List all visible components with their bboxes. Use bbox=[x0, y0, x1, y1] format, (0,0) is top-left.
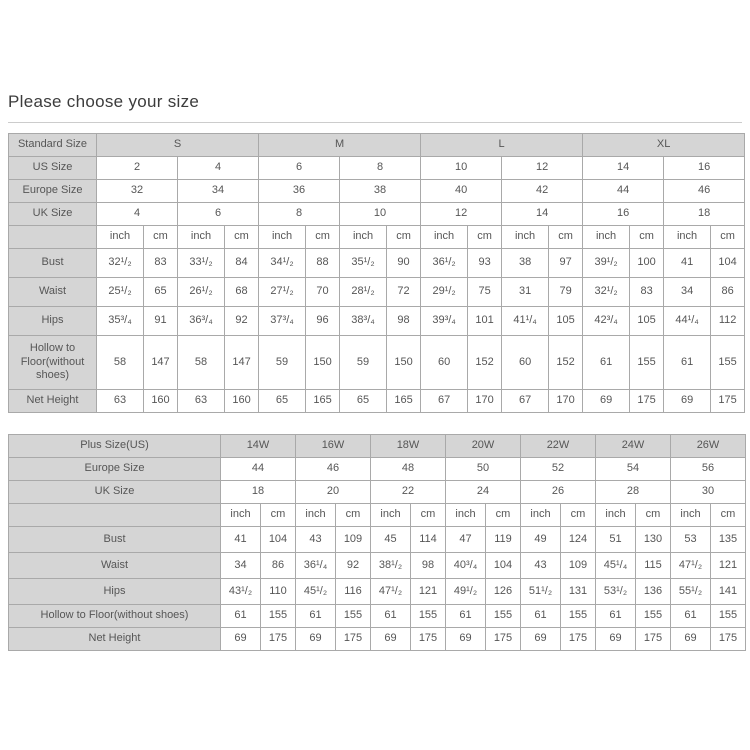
value-cell: 14 bbox=[583, 157, 664, 180]
value-cell: 175 bbox=[486, 628, 521, 651]
value-cell: 33¹/₂ bbox=[178, 249, 225, 278]
value-cell: 30 bbox=[671, 481, 746, 504]
row-label-cell: Net Height bbox=[9, 628, 221, 651]
value-cell: 63 bbox=[97, 390, 144, 413]
row-label-cell: Hollow to Floor(without shoes) bbox=[9, 605, 221, 628]
value-cell: 16 bbox=[583, 203, 664, 226]
value-cell: 12 bbox=[502, 157, 583, 180]
row-label-cell: Hips bbox=[9, 579, 221, 605]
value-cell: 69 bbox=[371, 628, 411, 651]
value-cell: 130 bbox=[636, 527, 671, 553]
value-cell: 44 bbox=[583, 180, 664, 203]
value-cell: 8 bbox=[340, 157, 421, 180]
unit-cell: cm bbox=[549, 226, 583, 249]
value-cell: 92 bbox=[336, 553, 371, 579]
value-cell: 170 bbox=[468, 390, 502, 413]
value-cell: 53¹/₂ bbox=[596, 579, 636, 605]
value-cell: 147 bbox=[225, 336, 259, 390]
value-cell: 44 bbox=[221, 458, 296, 481]
size-group-cell: 24W bbox=[596, 435, 671, 458]
value-cell: 152 bbox=[468, 336, 502, 390]
table-row bbox=[9, 180, 745, 203]
value-cell: 16 bbox=[664, 157, 745, 180]
table-row bbox=[9, 134, 745, 157]
value-cell: 69 bbox=[521, 628, 561, 651]
table-row bbox=[9, 226, 745, 249]
value-cell: 27¹/₂ bbox=[259, 278, 306, 307]
table-corner-cell: Plus Size(US) bbox=[9, 435, 221, 458]
size-tables bbox=[8, 133, 742, 651]
value-cell: 115 bbox=[636, 553, 671, 579]
table-corner-cell: Standard Size bbox=[9, 134, 97, 157]
table-row bbox=[9, 157, 745, 180]
value-cell: 160 bbox=[225, 390, 259, 413]
value-cell: 10 bbox=[340, 203, 421, 226]
value-cell: 29¹/₂ bbox=[421, 278, 468, 307]
value-cell: 25¹/₂ bbox=[97, 278, 144, 307]
unit-cell: cm bbox=[630, 226, 664, 249]
value-cell: 42³/₄ bbox=[583, 307, 630, 336]
value-cell: 50 bbox=[446, 458, 521, 481]
row-label-cell: Net Height bbox=[9, 390, 97, 413]
unit-cell: inch bbox=[421, 226, 468, 249]
value-cell: 70 bbox=[306, 278, 340, 307]
value-cell: 86 bbox=[261, 553, 296, 579]
value-cell: 53 bbox=[671, 527, 711, 553]
standard-size-table bbox=[8, 133, 745, 413]
unit-cell: cm bbox=[225, 226, 259, 249]
unit-cell: inch bbox=[664, 226, 711, 249]
value-cell: 131 bbox=[561, 579, 596, 605]
value-cell: 114 bbox=[411, 527, 446, 553]
value-cell: 43¹/₂ bbox=[221, 579, 261, 605]
row-label-cell: US Size bbox=[9, 157, 97, 180]
value-cell: 61 bbox=[583, 336, 630, 390]
unit-cell: cm bbox=[306, 226, 340, 249]
value-cell: 105 bbox=[549, 307, 583, 336]
value-cell: 96 bbox=[306, 307, 340, 336]
value-cell: 2 bbox=[97, 157, 178, 180]
value-cell: 155 bbox=[336, 605, 371, 628]
value-cell: 20 bbox=[296, 481, 371, 504]
value-cell: 36¹/₄ bbox=[296, 553, 336, 579]
value-cell: 61 bbox=[521, 605, 561, 628]
unit-cell: cm bbox=[711, 226, 745, 249]
value-cell: 69 bbox=[446, 628, 486, 651]
row-label-cell: Waist bbox=[9, 278, 97, 307]
unit-cell: cm bbox=[336, 504, 371, 527]
value-cell: 124 bbox=[561, 527, 596, 553]
value-cell: 59 bbox=[340, 336, 387, 390]
value-cell: 8 bbox=[259, 203, 340, 226]
value-cell: 61 bbox=[446, 605, 486, 628]
unit-cell: cm bbox=[144, 226, 178, 249]
value-cell: 92 bbox=[225, 307, 259, 336]
value-cell: 28 bbox=[596, 481, 671, 504]
size-group-cell: 22W bbox=[521, 435, 596, 458]
value-cell: 34 bbox=[664, 278, 711, 307]
table-row bbox=[9, 336, 745, 390]
value-cell: 97 bbox=[549, 249, 583, 278]
table-row bbox=[9, 527, 746, 553]
unit-cell: inch bbox=[671, 504, 711, 527]
value-cell: 43 bbox=[521, 553, 561, 579]
value-cell: 35³/₄ bbox=[97, 307, 144, 336]
row-label-cell: Waist bbox=[9, 553, 221, 579]
row-label-cell: Bust bbox=[9, 249, 97, 278]
unit-cell: inch bbox=[259, 226, 306, 249]
value-cell: 175 bbox=[411, 628, 446, 651]
value-cell: 45¹/₄ bbox=[596, 553, 636, 579]
size-group-cell: 14W bbox=[221, 435, 296, 458]
value-cell: 4 bbox=[97, 203, 178, 226]
value-cell: 109 bbox=[561, 553, 596, 579]
value-cell: 51¹/₂ bbox=[521, 579, 561, 605]
value-cell: 175 bbox=[336, 628, 371, 651]
value-cell: 61 bbox=[596, 605, 636, 628]
table-row bbox=[9, 435, 746, 458]
value-cell: 38³/₄ bbox=[340, 307, 387, 336]
table-row bbox=[9, 628, 746, 651]
value-cell: 135 bbox=[711, 527, 746, 553]
value-cell: 38 bbox=[502, 249, 549, 278]
value-cell: 91 bbox=[144, 307, 178, 336]
value-cell: 65 bbox=[144, 278, 178, 307]
value-cell: 36¹/₂ bbox=[421, 249, 468, 278]
value-cell: 155 bbox=[630, 336, 664, 390]
row-label-cell bbox=[9, 504, 221, 527]
value-cell: 47 bbox=[446, 527, 486, 553]
value-cell: 155 bbox=[486, 605, 521, 628]
unit-cell: cm bbox=[486, 504, 521, 527]
value-cell: 34 bbox=[178, 180, 259, 203]
value-cell: 58 bbox=[178, 336, 225, 390]
value-cell: 100 bbox=[630, 249, 664, 278]
value-cell: 58 bbox=[97, 336, 144, 390]
value-cell: 46 bbox=[296, 458, 371, 481]
value-cell: 65 bbox=[340, 390, 387, 413]
value-cell: 46 bbox=[664, 180, 745, 203]
table-row bbox=[9, 504, 746, 527]
size-group-cell: L bbox=[421, 134, 583, 157]
value-cell: 6 bbox=[178, 203, 259, 226]
page-title: Please choose your size bbox=[8, 92, 200, 111]
value-cell: 60 bbox=[421, 336, 468, 390]
value-cell: 69 bbox=[671, 628, 711, 651]
value-cell: 61 bbox=[296, 605, 336, 628]
value-cell: 60 bbox=[502, 336, 549, 390]
value-cell: 47¹/₂ bbox=[371, 579, 411, 605]
value-cell: 59 bbox=[259, 336, 306, 390]
value-cell: 51 bbox=[596, 527, 636, 553]
value-cell: 69 bbox=[596, 628, 636, 651]
value-cell: 147 bbox=[144, 336, 178, 390]
value-cell: 14 bbox=[502, 203, 583, 226]
table-row bbox=[9, 203, 745, 226]
value-cell: 54 bbox=[596, 458, 671, 481]
value-cell: 52 bbox=[521, 458, 596, 481]
unit-cell: cm bbox=[468, 226, 502, 249]
unit-cell: cm bbox=[711, 504, 746, 527]
row-label-cell: Hollow to Floor(without shoes) bbox=[9, 336, 97, 390]
unit-cell: inch bbox=[583, 226, 630, 249]
value-cell: 155 bbox=[711, 336, 745, 390]
value-cell: 84 bbox=[225, 249, 259, 278]
value-cell: 38 bbox=[340, 180, 421, 203]
value-cell: 67 bbox=[502, 390, 549, 413]
value-cell: 32¹/₂ bbox=[583, 278, 630, 307]
value-cell: 72 bbox=[387, 278, 421, 307]
row-label-cell: UK Size bbox=[9, 481, 221, 504]
value-cell: 65 bbox=[259, 390, 306, 413]
value-cell: 48 bbox=[371, 458, 446, 481]
value-cell: 10 bbox=[421, 157, 502, 180]
value-cell: 26 bbox=[521, 481, 596, 504]
value-cell: 49 bbox=[521, 527, 561, 553]
value-cell: 39¹/₂ bbox=[583, 249, 630, 278]
unit-cell: inch bbox=[296, 504, 336, 527]
value-cell: 63 bbox=[178, 390, 225, 413]
size-group-cell: 20W bbox=[446, 435, 521, 458]
value-cell: 109 bbox=[336, 527, 371, 553]
value-cell: 40³/₄ bbox=[446, 553, 486, 579]
value-cell: 126 bbox=[486, 579, 521, 605]
table-row bbox=[9, 278, 745, 307]
value-cell: 44¹/₄ bbox=[664, 307, 711, 336]
value-cell: 61 bbox=[371, 605, 411, 628]
value-cell: 32¹/₂ bbox=[97, 249, 144, 278]
value-cell: 41 bbox=[221, 527, 261, 553]
value-cell: 155 bbox=[636, 605, 671, 628]
value-cell: 43 bbox=[296, 527, 336, 553]
table-row bbox=[9, 553, 746, 579]
value-cell: 45 bbox=[371, 527, 411, 553]
value-cell: 69 bbox=[221, 628, 261, 651]
value-cell: 36³/₄ bbox=[178, 307, 225, 336]
value-cell: 104 bbox=[486, 553, 521, 579]
value-cell: 90 bbox=[387, 249, 421, 278]
value-cell: 40 bbox=[421, 180, 502, 203]
value-cell: 49¹/₂ bbox=[446, 579, 486, 605]
value-cell: 86 bbox=[711, 278, 745, 307]
value-cell: 67 bbox=[421, 390, 468, 413]
value-cell: 141 bbox=[711, 579, 746, 605]
value-cell: 24 bbox=[446, 481, 521, 504]
value-cell: 41¹/₄ bbox=[502, 307, 549, 336]
row-label-cell bbox=[9, 226, 97, 249]
value-cell: 165 bbox=[387, 390, 421, 413]
value-cell: 22 bbox=[371, 481, 446, 504]
value-cell: 175 bbox=[261, 628, 296, 651]
value-cell: 155 bbox=[711, 605, 746, 628]
value-cell: 39³/₄ bbox=[421, 307, 468, 336]
value-cell: 175 bbox=[711, 390, 745, 413]
unit-cell: cm bbox=[561, 504, 596, 527]
table-row bbox=[9, 390, 745, 413]
value-cell: 69 bbox=[296, 628, 336, 651]
value-cell: 98 bbox=[387, 307, 421, 336]
value-cell: 41 bbox=[664, 249, 711, 278]
unit-cell: cm bbox=[411, 504, 446, 527]
value-cell: 34 bbox=[221, 553, 261, 579]
table-row bbox=[9, 605, 746, 628]
value-cell: 121 bbox=[411, 579, 446, 605]
value-cell: 38¹/₂ bbox=[371, 553, 411, 579]
value-cell: 68 bbox=[225, 278, 259, 307]
value-cell: 175 bbox=[630, 390, 664, 413]
value-cell: 69 bbox=[583, 390, 630, 413]
value-cell: 28¹/₂ bbox=[340, 278, 387, 307]
value-cell: 36 bbox=[259, 180, 340, 203]
value-cell: 119 bbox=[486, 527, 521, 553]
value-cell: 104 bbox=[261, 527, 296, 553]
value-cell: 88 bbox=[306, 249, 340, 278]
table-row bbox=[9, 249, 745, 278]
value-cell: 18 bbox=[221, 481, 296, 504]
value-cell: 150 bbox=[306, 336, 340, 390]
unit-cell: cm bbox=[636, 504, 671, 527]
value-cell: 61 bbox=[221, 605, 261, 628]
value-cell: 32 bbox=[97, 180, 178, 203]
value-cell: 61 bbox=[671, 605, 711, 628]
row-label-cell: Europe Size bbox=[9, 180, 97, 203]
value-cell: 75 bbox=[468, 278, 502, 307]
value-cell: 105 bbox=[630, 307, 664, 336]
table-row bbox=[9, 481, 746, 504]
title-divider bbox=[8, 122, 742, 123]
size-group-cell: XL bbox=[583, 134, 745, 157]
size-group-cell: 16W bbox=[296, 435, 371, 458]
unit-cell: inch bbox=[446, 504, 486, 527]
value-cell: 110 bbox=[261, 579, 296, 605]
value-cell: 83 bbox=[144, 249, 178, 278]
size-group-cell: 26W bbox=[671, 435, 746, 458]
value-cell: 98 bbox=[411, 553, 446, 579]
value-cell: 18 bbox=[664, 203, 745, 226]
value-cell: 170 bbox=[549, 390, 583, 413]
value-cell: 4 bbox=[178, 157, 259, 180]
value-cell: 47¹/₂ bbox=[671, 553, 711, 579]
value-cell: 93 bbox=[468, 249, 502, 278]
value-cell: 83 bbox=[630, 278, 664, 307]
value-cell: 42 bbox=[502, 180, 583, 203]
value-cell: 101 bbox=[468, 307, 502, 336]
size-group-cell: S bbox=[97, 134, 259, 157]
row-label-cell: UK Size bbox=[9, 203, 97, 226]
unit-cell: inch bbox=[371, 504, 411, 527]
value-cell: 152 bbox=[549, 336, 583, 390]
value-cell: 55¹/₂ bbox=[671, 579, 711, 605]
unit-cell: inch bbox=[521, 504, 561, 527]
value-cell: 150 bbox=[387, 336, 421, 390]
value-cell: 165 bbox=[306, 390, 340, 413]
unit-cell: inch bbox=[178, 226, 225, 249]
value-cell: 79 bbox=[549, 278, 583, 307]
value-cell: 34¹/₂ bbox=[259, 249, 306, 278]
unit-cell: inch bbox=[502, 226, 549, 249]
value-cell: 35¹/₂ bbox=[340, 249, 387, 278]
size-group-cell: 18W bbox=[371, 435, 446, 458]
value-cell: 112 bbox=[711, 307, 745, 336]
value-cell: 56 bbox=[671, 458, 746, 481]
unit-cell: inch bbox=[596, 504, 636, 527]
unit-cell: cm bbox=[387, 226, 421, 249]
unit-cell: cm bbox=[261, 504, 296, 527]
plus-size-table bbox=[8, 434, 746, 651]
value-cell: 155 bbox=[561, 605, 596, 628]
unit-cell: inch bbox=[97, 226, 144, 249]
value-cell: 175 bbox=[711, 628, 746, 651]
value-cell: 136 bbox=[636, 579, 671, 605]
value-cell: 175 bbox=[561, 628, 596, 651]
value-cell: 26¹/₂ bbox=[178, 278, 225, 307]
value-cell: 61 bbox=[664, 336, 711, 390]
row-label-cell: Europe Size bbox=[9, 458, 221, 481]
value-cell: 69 bbox=[664, 390, 711, 413]
value-cell: 155 bbox=[411, 605, 446, 628]
value-cell: 160 bbox=[144, 390, 178, 413]
row-label-cell: Bust bbox=[9, 527, 221, 553]
unit-cell: inch bbox=[221, 504, 261, 527]
table-row bbox=[9, 579, 746, 605]
value-cell: 155 bbox=[261, 605, 296, 628]
value-cell: 104 bbox=[711, 249, 745, 278]
value-cell: 175 bbox=[636, 628, 671, 651]
value-cell: 31 bbox=[502, 278, 549, 307]
value-cell: 6 bbox=[259, 157, 340, 180]
size-group-cell: M bbox=[259, 134, 421, 157]
value-cell: 37³/₄ bbox=[259, 307, 306, 336]
table-row bbox=[9, 458, 746, 481]
table-row bbox=[9, 307, 745, 336]
row-label-cell: Hips bbox=[9, 307, 97, 336]
value-cell: 12 bbox=[421, 203, 502, 226]
value-cell: 116 bbox=[336, 579, 371, 605]
unit-cell: inch bbox=[340, 226, 387, 249]
value-cell: 121 bbox=[711, 553, 746, 579]
value-cell: 45¹/₂ bbox=[296, 579, 336, 605]
